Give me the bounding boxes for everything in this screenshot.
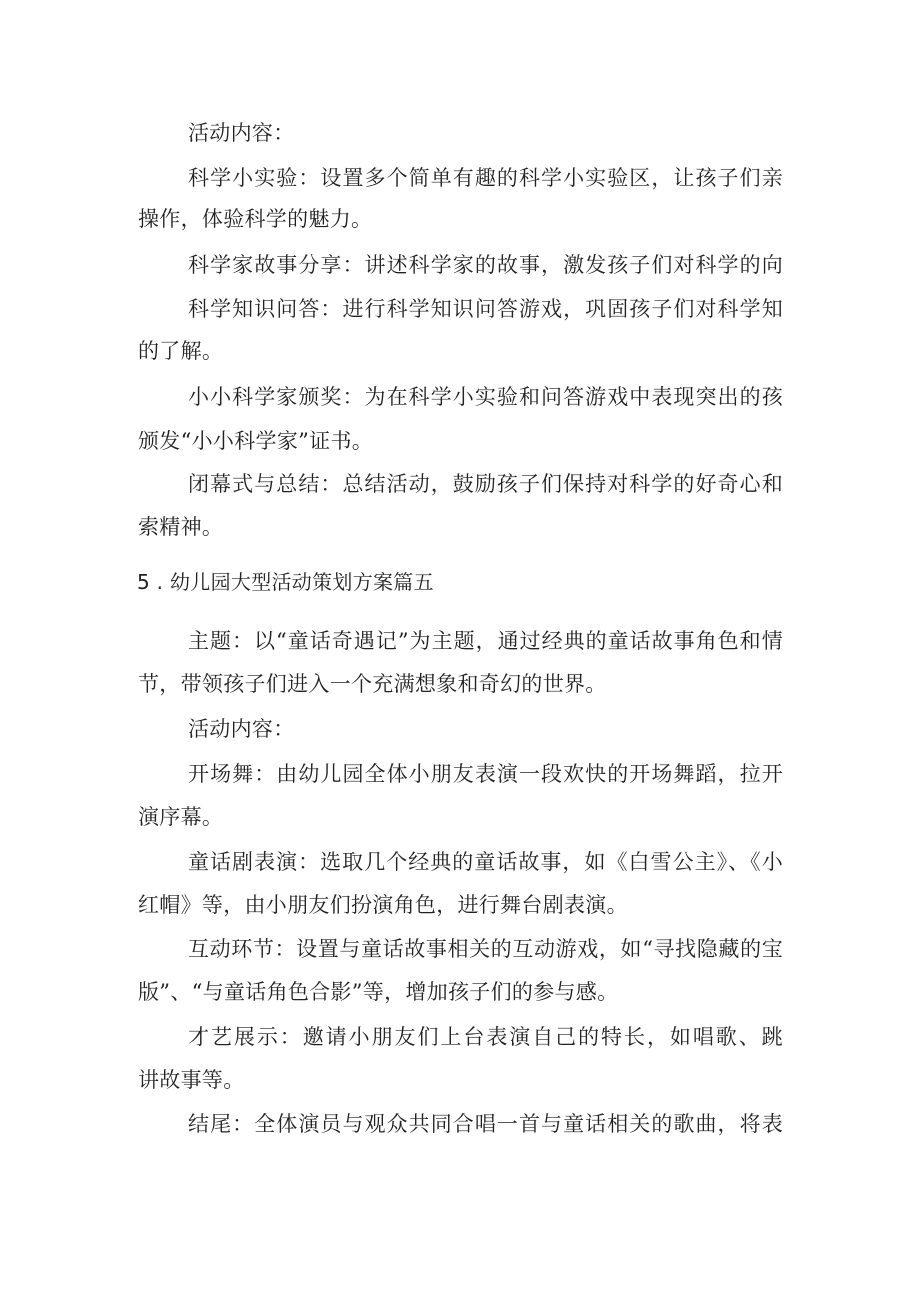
paragraph-line: 科学家故事分享：讲述科学家的故事，激发孩子们对科学的向 xyxy=(188,253,783,277)
paragraph-line: 活动内容： xyxy=(188,121,295,145)
paragraph-line: 操作，体验科学的魅力。 xyxy=(138,207,373,231)
paragraph-line: 小小科学家颁奖：为在科学小实验和问答游戏中表现突出的孩 xyxy=(188,385,783,409)
paragraph-line: 闭幕式与总结：总结活动，鼓励孩子们保持对科学的好奇心和 xyxy=(188,472,783,496)
paragraph-line: 版”、“与童话角色合影”等，增加孩子们的参与感。 xyxy=(138,980,619,1004)
paragraph-line: 结尾：全体演员与观众共同合唱一首与童话相关的歌曲，将表 xyxy=(188,1112,783,1136)
paragraph-line: 讲故事等。 xyxy=(138,1068,245,1092)
paragraph-line: 演序幕。 xyxy=(138,805,224,829)
paragraph-line: 才艺展示：邀请小朋友们上台表演自己的特长，如唱歌、跳 xyxy=(188,1025,783,1049)
paragraph-line: 童话剧表演：选取几个经典的童话故事，如《白雪公主》、《小 xyxy=(188,850,783,874)
paragraph-line: 红帽》等，由小朋友们扮演角色，进行舞台剧表演。 xyxy=(138,893,628,917)
paragraph-line: 索精神。 xyxy=(138,515,224,539)
paragraph-line: 的了解。 xyxy=(138,339,224,363)
paragraph-line: 节，带领孩子们进入一个充满想象和奇幻的世界。 xyxy=(138,672,607,696)
paragraph-line: 科学小实验：设置多个简单有趣的科学小实验区，让孩子们亲 xyxy=(188,166,783,190)
section-heading: 5 . 幼儿园大型活动策划方案篇五 xyxy=(137,570,434,594)
paragraph-line: 活动内容： xyxy=(188,717,295,741)
paragraph-line: 开场舞：由幼儿园全体小朋友表演一段欢快的开场舞蹈，拉开 xyxy=(188,762,783,786)
paragraph-line: 颁发“小小科学家”证书。 xyxy=(138,429,374,453)
paragraph-line: 互动环节：设置与童话故事相关的互动游戏，如“寻找隐藏的宝 xyxy=(188,937,783,961)
paragraph-line: 主题：以“童话奇遇记”为主题，通过经典的童话故事角色和情 xyxy=(188,629,783,653)
paragraph-line: 科学知识问答：进行科学知识问答游戏，巩固孩子们对科学知 xyxy=(188,297,783,321)
